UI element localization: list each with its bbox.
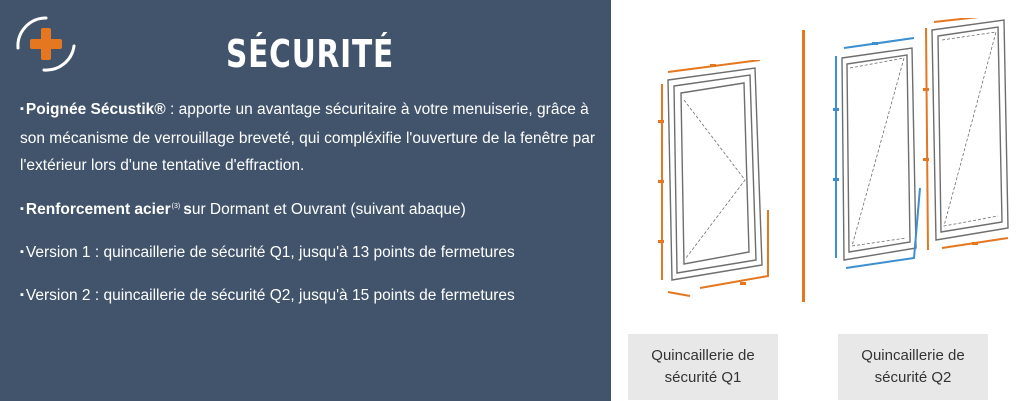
bullet: ▪ <box>20 289 24 302</box>
feature-handle-name: Poignée Sécustik® <box>25 101 166 118</box>
feature-steel-name: Renforcement acier <box>25 201 171 219</box>
bullet: ▪ <box>20 246 24 259</box>
caption-q2 <box>838 334 988 400</box>
feature-steel-desc: ur Dormant et Ouvrant (suivant abaque) <box>191 201 466 219</box>
page-title: SÉCURITÉ <box>226 32 394 76</box>
bullet: ▪ <box>20 203 24 216</box>
bullet: ▪ <box>20 103 24 115</box>
feature-steel <box>20 193 600 225</box>
feature-version-1-text: Version 1 : quincaillerie de sécurité Q1, jusqu'à 13 points de fermetures <box>25 244 515 262</box>
caption-q1-text: Quincaillerie de sécurité Q1 <box>651 347 755 386</box>
divider <box>802 30 805 302</box>
window-q2-diagram <box>832 18 1012 280</box>
feature-list <box>20 96 600 325</box>
footnote-ref: (3) <box>171 203 181 210</box>
window-q1-diagram <box>650 60 780 310</box>
caption-q1 <box>628 334 778 400</box>
caption-q2-text: Quincaillerie de sécurité Q2 <box>861 347 965 386</box>
feature-version-2-text: Version 2 : quincaillerie de sécurité Q2, jusqu'à 15 points de fermetures <box>25 287 515 305</box>
feature-handle-desc: : apporte un avantage sécuritaire à votre menuiserie, grâce à son mécanisme de verrouillage breveté, qui compléxifie l'ouverture de la fenêtre par l'extérieur lors d'une tentative d'effraction. <box>20 101 596 174</box>
feature-steel-s: s <box>183 201 192 219</box>
feature-version-1 <box>20 239 600 268</box>
security-plus-icon <box>10 8 82 80</box>
feature-version-2 <box>20 282 600 311</box>
feature-handle <box>20 96 600 179</box>
